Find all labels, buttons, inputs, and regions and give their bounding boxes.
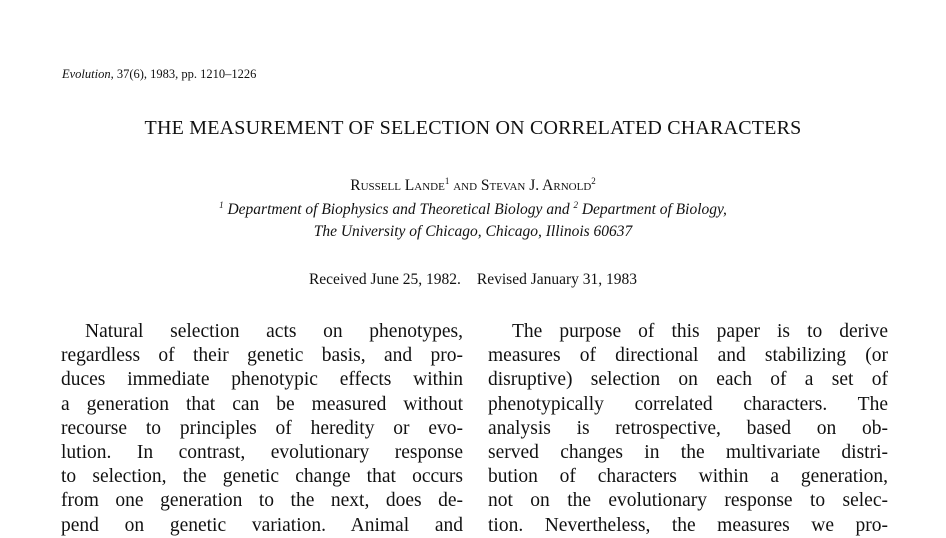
body-line: bution of characters within a generation, [488,466,888,488]
body-line: recourse to principles of heredity or evo- [61,417,463,439]
body-line: disruptive) selection on each of a set of [488,369,888,391]
body-line: analysis is retrospective, based on ob- [488,417,888,439]
affiliation-line-2: The University of Chicago, Chicago, Illinois 60637 [313,223,633,240]
body-line: Natural selection acts on phenotypes, [85,321,463,342]
affil-mark-1: 1 [219,200,224,210]
body-line: served changes in the multivariate distri- [488,441,888,463]
body-line: a generation that can be measured without [61,393,463,415]
affil-mark-2: 2 [573,200,578,210]
submission-dates [0,271,946,289]
affiliation-line-1 [0,201,946,219]
citation-details: 37(6), 1983, pp. 1210–1226 [116,67,257,81]
authors [0,177,946,195]
author-2: Stevan J. Arnold [480,177,592,194]
body-line: tion. Nevertheless, the measures we pro- [488,514,888,536]
citation [62,67,256,82]
body-column-right [488,320,888,538]
body-line: phenotypically correlated characters. The [488,393,888,415]
body-line: duces immediate phenotypic effects within [61,369,463,391]
affiliation-2: Department of Biology, [577,201,727,218]
body-line: to selection, the genetic change that occurs [61,466,463,488]
citation-journal: Evolution, [62,67,114,81]
body-line: pend on genetic variation. Animal and [61,514,463,536]
authors-and: and [449,177,481,194]
body-line: not on the evolutionary response to selec- [488,490,888,512]
received-date: Received June 25, 1982. [308,271,461,288]
body-column-left [61,320,463,538]
body-line: measures of directional and stabilizing (or [488,345,888,367]
body-line: regardless of their genetic basis, and pro- [61,345,463,367]
author-1-affil-mark: 1 [444,176,450,186]
affiliation-1: Department of Biophysics and Theoretical Biology and [223,201,574,218]
author-2-affil-mark: 2 [591,176,596,186]
author-1: Russell Lande [350,177,445,194]
revised-date: Revised January 31, 1983 [476,271,638,288]
body-line: lution. In contrast, evolutionary response [61,441,463,463]
paper-title: THE MEASUREMENT OF SELECTION ON CORRELATED CHARACTERS [144,117,802,139]
body-line: The purpose of this paper is to derive [512,321,888,342]
body-line: from one generation to the next, does de- [61,490,463,512]
